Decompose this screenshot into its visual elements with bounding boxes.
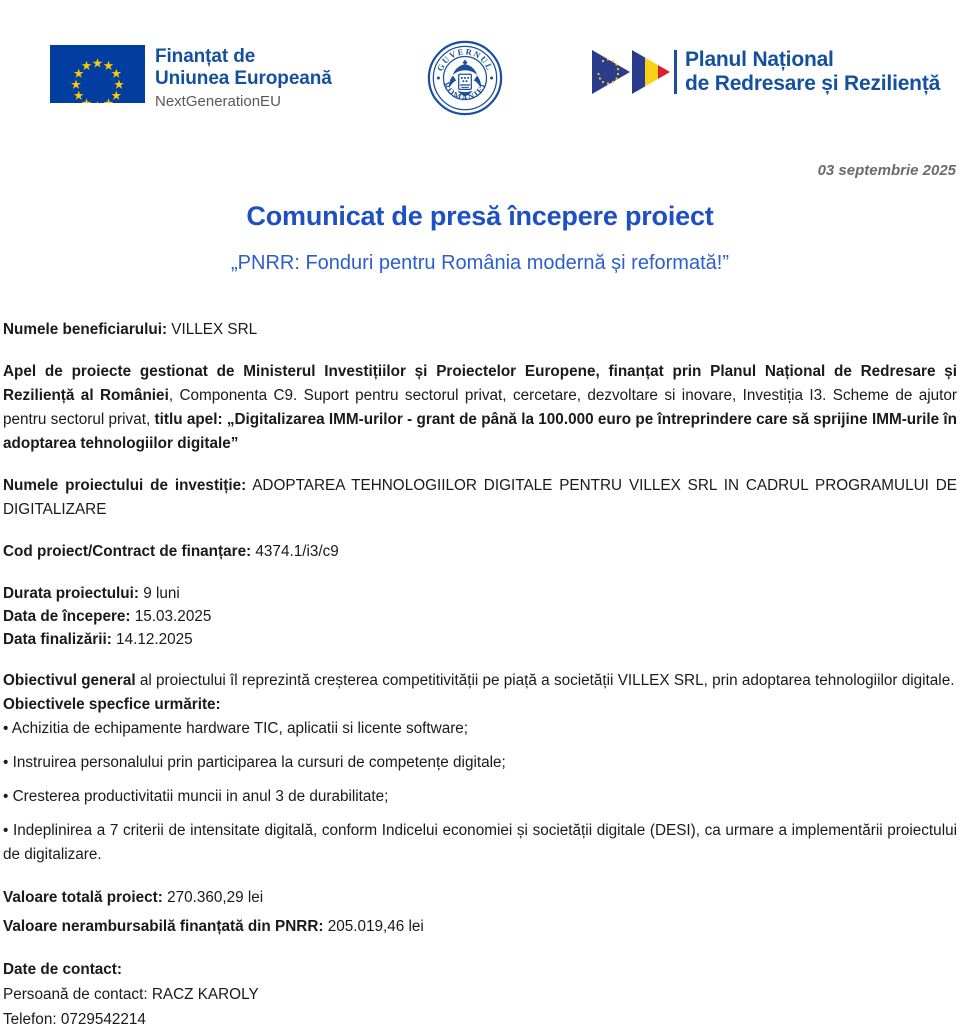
pnrr-divider — [674, 50, 677, 94]
page-subtitle: „PNRR: Fonduri pentru România modernă și reformată!” — [231, 252, 729, 274]
contact-block — [3, 957, 957, 1032]
grant-value-label: Valoare nerambursabilă finanțată din PNRR: — [3, 918, 324, 935]
beneficiary-value: VILLEX SRL — [167, 321, 258, 338]
beneficiary-line — [3, 318, 957, 342]
project-name-label: Numele proiectului de investiție: — [3, 477, 247, 494]
eu-logo-line-1: Finanțat de — [155, 46, 256, 67]
project-end-value: 14.12.2025 — [111, 631, 193, 648]
general-objective-label: Obiectivul general — [3, 672, 136, 689]
pnrr-arrows-icon — [592, 49, 672, 95]
contact-phone-value: 0729542214 — [56, 1011, 146, 1028]
project-duration-value: 9 luni — [138, 585, 180, 602]
grant-value-line — [3, 914, 957, 939]
specific-objectives-list — [3, 717, 957, 867]
eu-logo-text — [155, 45, 332, 112]
general-objective-paragraph — [3, 669, 957, 693]
list-item: • Indeplinirea a 7 criterii de intensitate digitală, conform Indicelui economiei și societății digitale (DESI), ca urmare a implementării proiectului de digitalizare. — [3, 822, 957, 863]
call-description-paragraph — [3, 360, 957, 456]
call-plain-part: , Componenta C9. Suport pentru sectorul privat, cercetare, dezvoltare si inovare, Investiția I3. Scheme de ajutor pentru sectorul privat, — [3, 387, 957, 428]
european-union-flag-icon — [50, 45, 145, 103]
specific-objectives-label: Obiectivele specfice urmărite: — [3, 696, 221, 713]
total-value-label: Valoare totală proiect: — [3, 889, 163, 906]
contact-phone-line — [3, 1007, 957, 1032]
list-item: • Achizitia de echipamente hardware TIC, aplicatii si licente software; — [3, 720, 469, 737]
project-code-line — [3, 540, 957, 564]
svg-text:ROMÂNIEI: ROMÂNIEI — [441, 80, 489, 103]
specific-objectives-heading — [3, 693, 957, 717]
contact-person-value: RACZ KAROLY — [147, 986, 259, 1003]
project-name-paragraph — [3, 474, 957, 522]
logo-bar — [3, 0, 957, 140]
project-duration-line — [3, 582, 957, 605]
list-item: • Cresterea productivitatii muncii in anul 3 de durabilitate; — [3, 788, 389, 805]
spacer — [3, 943, 957, 957]
eu-logo-line-2: Uniunea Europeană — [155, 68, 332, 89]
project-name-value: ADOPTAREA TEHNOLOGIILOR DIGITALE PENTRU VILLEX SRL IN CADRUL PROGRAMULUI DE DIGITALIZARE — [3, 477, 957, 518]
pnrr-logo-line-1: Planul Național — [685, 48, 834, 71]
project-end-label: Data finalizării: — [3, 631, 112, 648]
contact-person-line — [3, 982, 957, 1007]
page-title: Comunicat de presă începere proiect — [246, 201, 714, 231]
pnrr-logo-line-2: de Redresare și Reziliență — [685, 72, 941, 95]
document-date: 03 septembrie 2025 — [817, 162, 956, 179]
spacer — [3, 651, 957, 669]
call-bold-part-1: Apel de proiecte gestionat de Ministerul Investițiilor și Proiectelor Europene, finanțat prin Planul Național de Redresare și Reziliență al României — [3, 363, 957, 404]
spacer — [3, 867, 957, 885]
svg-text:GUVERNUL: GUVERNUL — [434, 46, 496, 73]
project-values-block — [3, 885, 957, 939]
project-start-value: 15.03.2025 — [130, 608, 212, 625]
list-item: • Instruirea personalului prin participarea la cursuri de competențe digitale; — [3, 754, 506, 771]
beneficiary-label: Numele beneficiarului: — [3, 321, 168, 338]
project-duration-label: Durata proiectului: — [3, 585, 139, 602]
project-code-value: 4374.1/i3/c9 — [251, 543, 339, 560]
romanian-government-seal-icon — [427, 40, 503, 116]
grant-value-amount: 205.019,46 lei — [323, 918, 424, 935]
project-dates-block — [3, 582, 957, 651]
contact-phone-label: Telefon: — [3, 1011, 57, 1028]
pnrr-logo-text — [685, 48, 940, 96]
project-end-line — [3, 628, 957, 651]
contact-person-label: Persoană de contact: — [3, 986, 148, 1003]
document-body — [3, 318, 957, 1032]
project-start-label: Data de începere: — [3, 608, 131, 625]
total-value-amount: 270.360,29 lei — [162, 889, 264, 906]
eu-logo-line-3: NextGenerationEU — [155, 93, 281, 110]
eu-funding-logo — [50, 45, 332, 112]
contact-label: Date de contact: — [3, 961, 122, 978]
project-code-label: Cod proiect/Contract de finanțare: — [3, 543, 252, 560]
contact-heading — [3, 957, 957, 982]
call-bold-part-2: titlu apel: „Digitalizarea IMM-urilor - grant de până la 100.000 euro pe întreprindere care să sprijine IMM-urile în adoptarea tehnologiilor digitale” — [3, 411, 957, 452]
total-value-line — [3, 885, 957, 910]
pnrr-logo — [592, 48, 940, 96]
project-start-line — [3, 605, 957, 628]
general-objective-text: al proiectului îl reprezintă creșterea competitivității pe piață a societății VILLEX SRL, prin adoptarea tehnologiilor digitale. — [135, 672, 955, 689]
